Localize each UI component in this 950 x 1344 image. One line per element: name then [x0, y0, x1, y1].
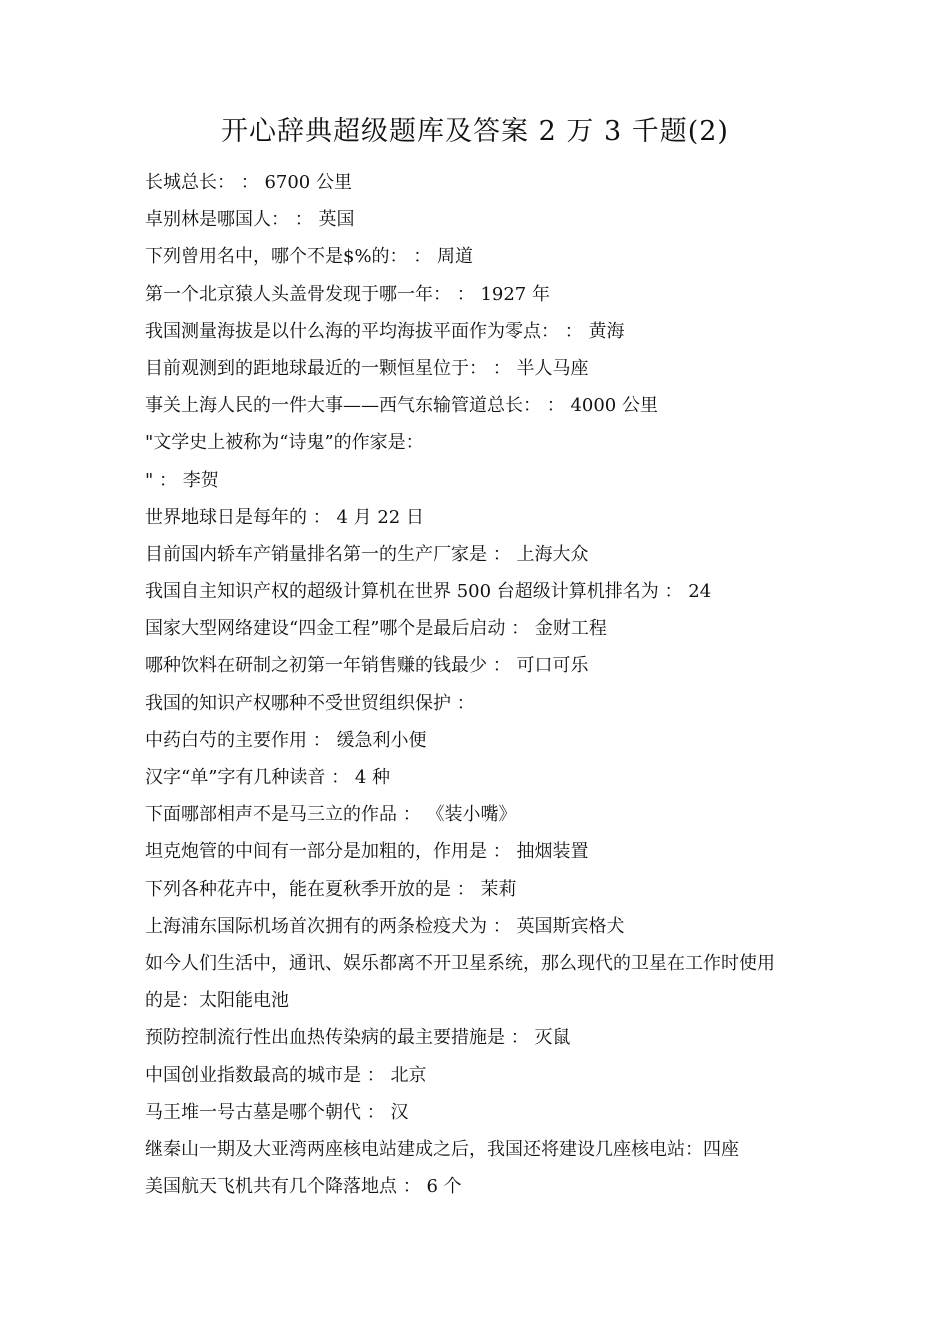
question-line: 汉字“单”字有几种读音 ： 4 种	[145, 767, 391, 788]
question-line: 美国航天飞机共有几个降落地点 ： 6 个	[145, 1176, 462, 1198]
question-line: 预防控制流行性出血热传染病的最主要措施是 ： 灭鼠	[145, 1027, 571, 1049]
question-line: 下列各种花卉中，能在夏秋季开放的是 ： 茉莉	[145, 878, 517, 900]
question-line: 上海浦东国际机场首次拥有的两条检疫犬为 ： 英国斯宾格犬	[145, 915, 625, 937]
document-title: 开心辞典超级题库及答案 2 万 3 千题(2)	[221, 116, 729, 147]
question-line: 的是：太阳能电池	[145, 990, 289, 1012]
question-line: 坦克炮管的中间有一部分是加粗的，作用是 ： 抽烟装置	[145, 841, 589, 863]
question-line: " ： 李贺	[145, 469, 219, 491]
question-line: 我国自主知识产权的超级计算机在世界 500 台超级计算机排名为 ： 24	[145, 581, 712, 603]
question-line: 马王堆一号古墓是哪个朝代 ： 汉	[145, 1101, 409, 1123]
question-line: 长城总长： ： 6700 公里	[145, 172, 352, 193]
question-line: 世界地球日是每年的 ： 4 月 22 日	[145, 506, 424, 528]
question-line: 下面哪部相声不是马三立的作品 ： 《装小嘴》	[145, 804, 517, 826]
question-line: 继秦山一期及大亚湾两座核电站建成之后，我国还将建设几座核电站：四座	[145, 1138, 739, 1160]
question-line: 中国创业指数最高的城市是 ： 北京	[145, 1064, 427, 1086]
question-line: 卓别林是哪国人： ： 英国	[145, 209, 355, 231]
question-line: 哪种饮料在研制之初第一年销售赚的钱最少 ： 可口可乐	[145, 655, 589, 677]
question-list	[145, 164, 825, 1205]
question-line: 中药白芍的主要作用 ： 缓急利小便	[145, 729, 427, 751]
question-line: 如今人们生活中，通讯、娱乐都离不开卫星系统，那么现代的卫星在工作时使用	[145, 952, 775, 974]
question-line: "文学史上被称为“诗鬼”的作家是：	[145, 432, 424, 454]
question-line: 目前观测到的距地球最近的一颗恒星位于： ： 半人马座	[145, 357, 589, 379]
question-line: 第一个北京猿人头盖骨发现于哪一年： ： 1927 年	[145, 283, 550, 305]
question-line: 目前国内轿车产销量排名第一的生产厂家是 ： 上海大众	[145, 543, 589, 565]
question-line: 我国测量海拔是以什么海的平均海拔平面作为零点： ： 黄海	[145, 320, 625, 342]
question-line: 国家大型网络建设“四金工程”哪个是最后启动 ： 金财工程	[145, 618, 607, 640]
question-line: 事关上海人民的一件大事——西气东输管道总长： ： 4000 公里	[145, 395, 658, 417]
question-line: 下列曾用名中，哪个不是$%的： ： 周道	[145, 246, 473, 268]
question-line: 我国的知识产权哪种不受世贸组织保护 ：	[145, 692, 475, 714]
